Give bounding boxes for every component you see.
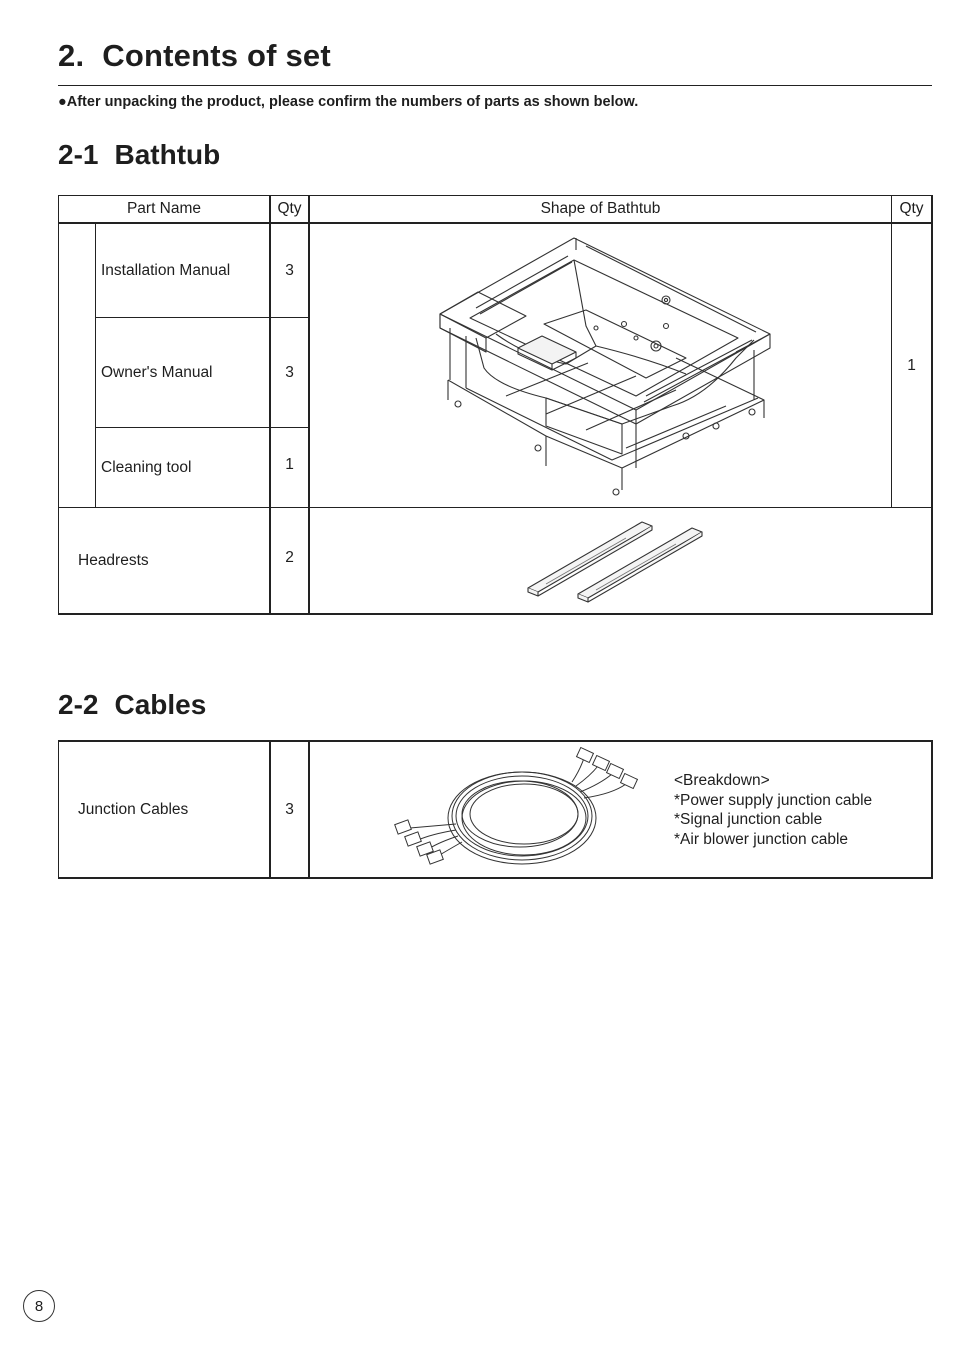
page-title — [58, 38, 331, 74]
title-rule — [58, 85, 932, 86]
section-number: 2-1 — [58, 139, 99, 170]
page-title-text: Contents of set — [102, 38, 331, 73]
instruction-note: ●After unpacking the product, please confirm the numbers of parts as shown below. — [58, 94, 639, 110]
bathtub-qty: 1 — [907, 356, 916, 374]
section-number: 2-2 — [58, 689, 99, 720]
page-number: 8 — [23, 1290, 55, 1322]
part-qty-headrests: 2 — [285, 549, 294, 566]
junction-cables-illustration — [392, 748, 642, 868]
part-name-junction-cables: Junction Cables — [78, 800, 189, 818]
breakdown-heading: <Breakdown> — [674, 772, 770, 789]
breakdown-item: *Air blower junction cable — [674, 830, 849, 848]
part-name-cleaning-tool: Cleaning tool — [101, 458, 192, 476]
part-qty-owners-manual: 3 — [285, 363, 294, 381]
section-title: Cables — [114, 689, 207, 720]
breakdown-item: *Signal junction cable — [674, 811, 823, 828]
headrests-illustration — [526, 520, 706, 600]
part-name-installation-manual: Installation Manual — [101, 261, 231, 279]
cable-breakdown — [674, 771, 872, 849]
section-heading-cables — [58, 689, 206, 721]
part-qty-installation-manual: 3 — [285, 261, 294, 279]
part-name-owners-manual: Owner's Manual — [101, 363, 213, 381]
page-title-number: 2. — [58, 38, 85, 73]
part-name-headrests: Headrests — [78, 551, 149, 569]
section-heading-bathtub — [58, 139, 220, 171]
header-qty: Qty — [277, 200, 302, 217]
part-qty-cleaning-tool: 1 — [285, 456, 294, 473]
bathtub-illustration — [436, 228, 772, 500]
section-title: Bathtub — [114, 139, 221, 170]
breakdown-item: *Power supply junction cable — [674, 791, 873, 809]
header-part-name: Part Name — [126, 200, 202, 217]
header-shape: Shape of Bathtub — [540, 200, 661, 217]
part-qty-junction-cables: 3 — [285, 800, 294, 818]
header-qty-2: Qty — [899, 200, 924, 217]
